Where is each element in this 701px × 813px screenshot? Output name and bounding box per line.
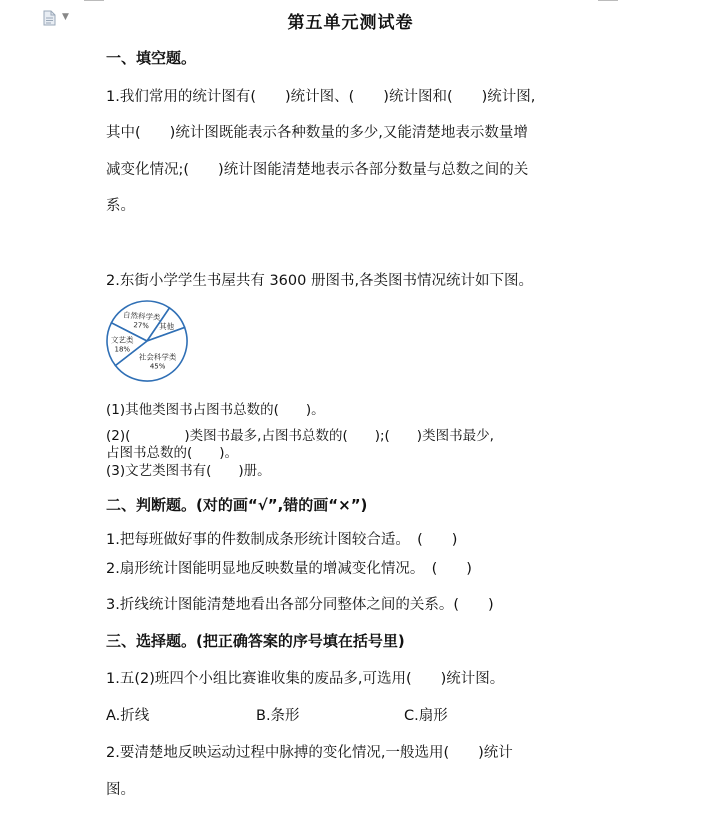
choice-q1-option-a: A.折线 [106,708,150,724]
q1-line-3: 减变化情况;( )统计图能清楚地表示各部分数量与总数之间的关 [106,162,529,178]
q2-sub-2-cont: 占图书总数的( )。 [106,445,239,461]
section-1-heading: 一、填空题。 [106,49,197,67]
q1-line-1: 1.我们常用的统计图有( )统计图、( )统计图和( )统计图, [106,89,536,105]
page-corner-left [84,0,104,4]
page-title: 第五单元测试卷 [287,13,414,33]
q1-line-4: 系。 [106,198,135,214]
judge-item-2: 2.扇形统计图能明显地反映数量的增减变化情况。 ( ) [106,561,472,577]
choice-q2-line-1: 2.要清楚地反映运动过程中脉搏的变化情况,一般选用( )统计 [106,745,513,761]
section-2-heading: 二、判断题。(对的画“√”,错的画“×”) [106,496,368,514]
pie-label-2: 社会科学类 [138,352,177,362]
pie-value-label-3: 18% [114,345,131,354]
choice-q1: 1.五(2)班四个小组比赛谁收集的废品多,可选用( )统计图。 [106,671,505,687]
page-corner-right [598,0,618,4]
judge-item-3: 3.折线统计图能清楚地看出各部分同整体之间的关系。( ) [106,597,494,613]
pie-label-0: 自然科学类 [122,310,161,322]
pie-value-label-0: 27% [133,321,150,331]
pie-chart [104,298,194,388]
choice-q2-line-2: 图。 [106,782,135,798]
q1-line-2: 其中( )统计图既能表示各种数量的多少,又能清楚地表示数量增 [106,125,528,141]
q2-sub-1: (1)其他类图书占图书总数的( )。 [106,402,325,418]
q2-sub-2: (2)( )类图书最多,占图书总数的( );( )类图书最少, [106,428,494,444]
choice-q1-option-b: B.条形 [256,708,300,724]
judge-item-1: 1.把每班做好事的件数制成条形统计图较合适。 ( ) [106,532,458,548]
pie-label-3: 文艺类 [111,335,134,345]
dropdown-caret-icon[interactable]: ▼ [62,12,69,22]
section-3-heading: 三、选择题。(把正确答案的序号填在括号里) [106,632,405,650]
choice-q1-option-c: C.扇形 [404,708,448,724]
pie-label-1: 其他 [159,321,175,331]
q2-intro: 2.东街小学学生书屋共有 3600 册图书,各类图书情况统计如下图。 [106,273,534,289]
q2-sub-3: (3)文艺类图书有( )册。 [106,463,271,479]
pie-value-label-2: 45% [149,362,166,371]
